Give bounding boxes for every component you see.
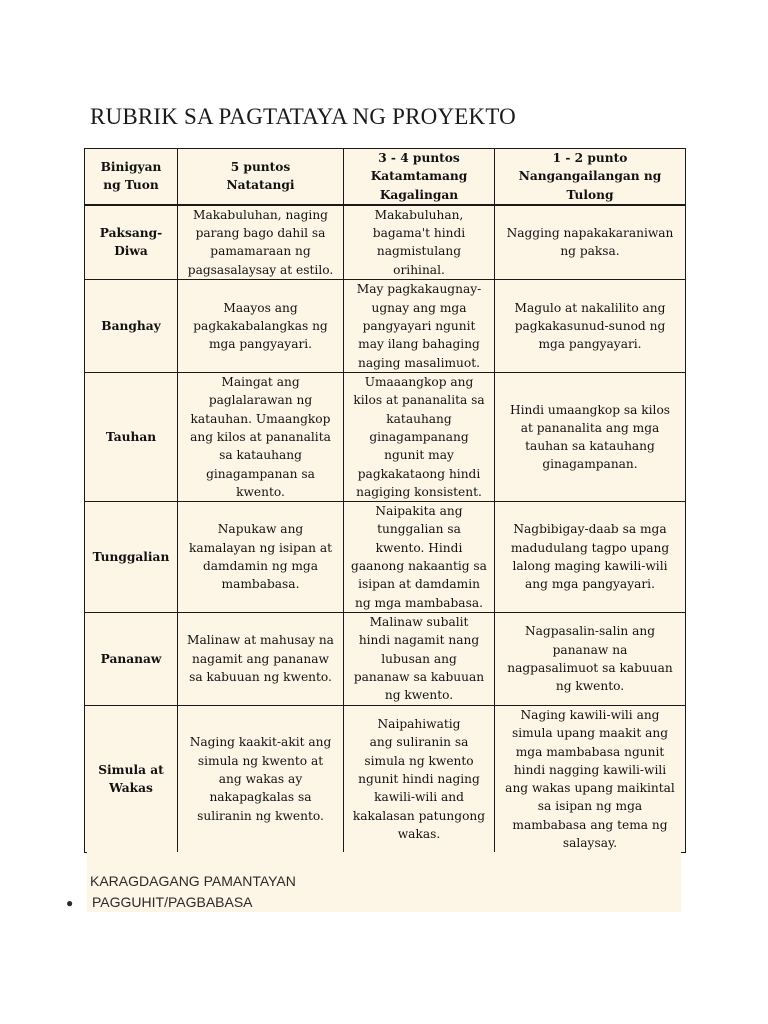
header-3-4-points: 3 - 4 puntos Katamtamang Kagalingan xyxy=(344,149,495,205)
rubric-table xyxy=(84,148,686,853)
table-cell: Naipakita ang tunggalian sa kwento. Hindi gaanong nakaantig sa isipan at damdamin ng mga mambabasa. xyxy=(344,502,495,613)
header-focus: Binigyan ng Tuon xyxy=(85,149,178,205)
table-cell: Napukaw ang kamalayan ng isipan at damdamin ng mga mambabasa. xyxy=(178,502,344,613)
table-header-row xyxy=(85,149,686,205)
table-row xyxy=(85,280,686,373)
row-label: Banghay xyxy=(85,280,178,373)
table-row xyxy=(85,705,686,852)
bullet-item xyxy=(66,894,253,910)
bullet-icon: ● xyxy=(66,896,74,910)
table-row xyxy=(85,373,686,502)
row-label: Pananaw xyxy=(85,612,178,705)
table-cell: Malinaw at mahusay na nagamit ang pananaw sa kabuuan ng kwento. xyxy=(178,612,344,705)
table-cell: Naging kaakit-akit ang simula ng kwento at ang wakas ay nakapagkalas sa suliranin ng kwento. xyxy=(178,705,344,852)
table-cell: Nagbibigay-daab sa mga madudulang tagpo upang lalong maging kawili-wili ang mga pangyayari. xyxy=(495,502,686,613)
table-cell: Nagging napakakaraniwan ng paksa. xyxy=(495,205,686,280)
row-label: Tunggalian xyxy=(85,502,178,613)
table-cell: Malinaw subalit hindi nagamit nang lubusan ang pananaw sa kabuuan ng kwento. xyxy=(344,612,495,705)
additional-criteria-heading: KARAGDAGANG PAMANTAYAN xyxy=(90,873,296,889)
table-cell: Umaaangkop ang kilos at pananalita sa katauhang ginagampanang ngunit may pagkakataong hindi nagiging konsistent. xyxy=(344,373,495,502)
table-cell: Makabuluhan, bagama't hindi nagmistulang orihinal. xyxy=(344,205,495,280)
header-1-2-points: 1 - 2 punto Nangangailangan ng Tulong xyxy=(495,149,686,205)
table-row xyxy=(85,205,686,280)
table-row xyxy=(85,612,686,705)
table-cell: Hindi umaangkop sa kilos at pananalita ang mga tauhan sa katauhang ginagampanan. xyxy=(495,373,686,502)
table-cell: Maayos ang pagkakabalangkas ng mga pangyayari. xyxy=(178,280,344,373)
row-label: Paksang- Diwa xyxy=(85,205,178,280)
table-cell: Naipahiwatig ang suliranin sa simula ng kwento ngunit hindi naging kawili-wili and kakalasan patungong wakas. xyxy=(344,705,495,852)
row-label: Simula at Wakas xyxy=(85,705,178,852)
header-5-points: 5 puntos Natatangi xyxy=(178,149,344,205)
table-row xyxy=(85,502,686,613)
table-cell: May pagkakaugnay- ugnay ang mga pangyayari ngunit may ilang bahaging naging masalimuot. xyxy=(344,280,495,373)
row-label: Tauhan xyxy=(85,373,178,502)
table-cell: Makabuluhan, naging parang bago dahil sa pamamaraan ng pagsasalaysay at estilo. xyxy=(178,205,344,280)
bullet-text: PAGGUHIT/PAGBABASA xyxy=(92,894,253,910)
table-cell: Magulo at nakalilito ang pagkakasunud-sunod ng mga pangyayari. xyxy=(495,280,686,373)
table-cell: Naging kawili-wili ang simula upang maakit ang mga mambabasa ngunit hindi nagging kawili-wili ang wakas upang maikintal sa isipan ng mga mambabasa ang tema ng salaysay. xyxy=(495,705,686,852)
table-cell: Nagpasalin-salin ang pananaw na nagpasalimuot sa kabuuan ng kwento. xyxy=(495,612,686,705)
table-cell: Maingat ang paglalarawan ng katauhan. Umaangkop ang kilos at pananalita sa katauhang ginagampanan sa kwento. xyxy=(178,373,344,502)
page-title: RUBRIK SA PAGTATAYA NG PROYEKTO xyxy=(90,104,516,129)
